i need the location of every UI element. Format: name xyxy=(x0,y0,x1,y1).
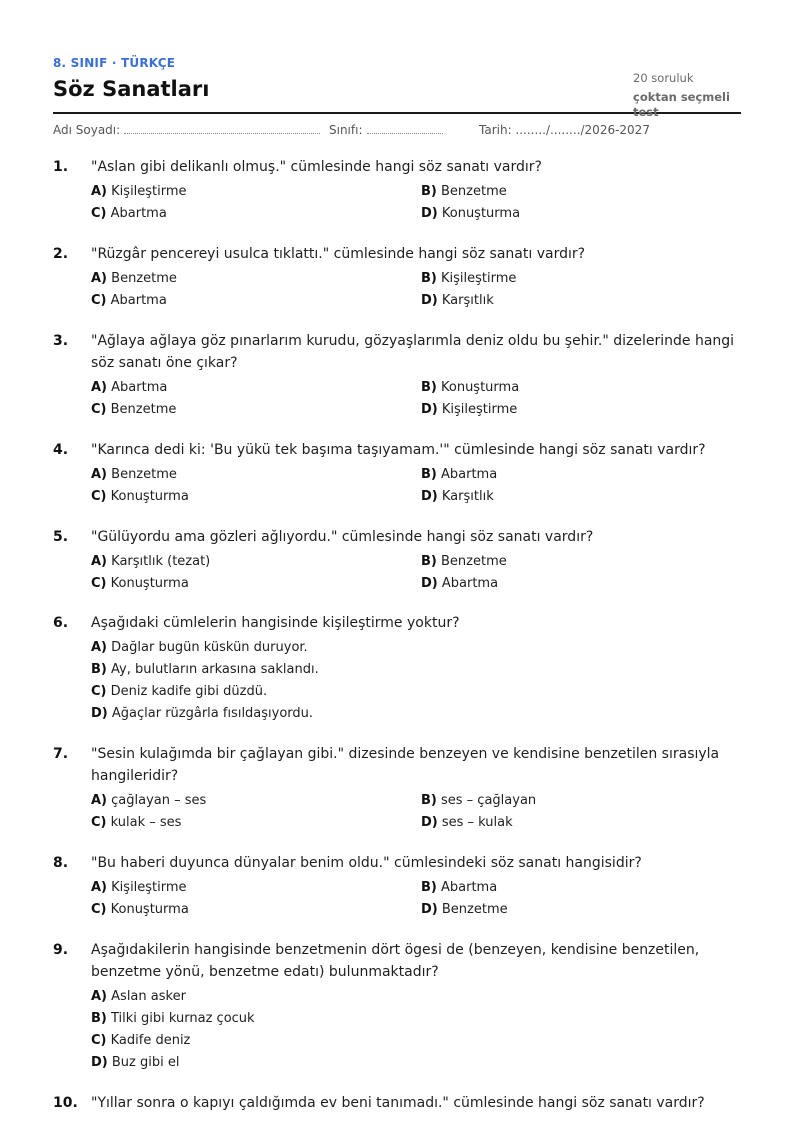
options xyxy=(91,464,741,508)
option-b[interactable]: B) ses – çağlayan xyxy=(421,793,537,808)
option-c[interactable]: C) Kadife deniz xyxy=(91,1033,191,1048)
options xyxy=(91,268,741,312)
question-1 xyxy=(53,156,741,225)
name-field xyxy=(53,123,320,137)
option-a[interactable]: A) Benzetme xyxy=(91,271,177,286)
question-text: "Rüzgâr pencereyi usulca tıklattı." cümlesinde hangi söz sanatı vardır? xyxy=(91,246,586,262)
question-4 xyxy=(53,439,741,508)
question-number: 1. xyxy=(53,159,69,175)
question-number: 4. xyxy=(53,442,69,458)
option-c[interactable]: C) Benzetme xyxy=(91,402,177,417)
question-text: "Aslan gibi delikanlı olmuş." cümlesinde hangi söz sanatı vardır? xyxy=(91,159,542,175)
question-number: 7. xyxy=(53,746,69,762)
option-d[interactable]: D) Karşıtlık xyxy=(421,293,494,308)
option-d[interactable]: D) Ağaçlar rüzgârla fısıldaşıyordu. xyxy=(91,706,314,721)
worksheet-header xyxy=(53,0,741,119)
option-d[interactable]: D) Buz gibi el xyxy=(91,1055,180,1070)
option-c[interactable]: C) Konuşturma xyxy=(91,576,189,591)
name-blank xyxy=(124,123,320,134)
question-8 xyxy=(53,852,741,921)
student-info-row xyxy=(53,123,741,143)
test-type: çoktan seçmeli test xyxy=(633,90,730,119)
options xyxy=(91,377,741,421)
option-b[interactable]: B) Abartma xyxy=(421,880,498,895)
option-d[interactable]: D) Benzetme xyxy=(421,902,508,917)
options xyxy=(91,790,741,834)
option-a[interactable]: A) Kişileştirme xyxy=(91,184,187,199)
option-a[interactable]: A) Aslan asker xyxy=(91,989,186,1004)
date-label: Tarih: ......../......../2026-2027 xyxy=(479,123,650,137)
question-2 xyxy=(53,243,741,312)
question-text: "Gülüyordu ama gözleri ağlıyordu." cümlesinde hangi söz sanatı vardır? xyxy=(91,529,594,545)
question-number: 9. xyxy=(53,942,69,958)
option-a[interactable]: A) Karşıtlık (tezat) xyxy=(91,554,211,569)
option-a[interactable]: A) Benzetme xyxy=(91,467,177,482)
option-d[interactable]: D) Konuşturma xyxy=(421,206,521,221)
option-d[interactable]: D) Abartma xyxy=(421,576,499,591)
option-b[interactable]: B) Ay, bulutların arkasına saklandı. xyxy=(91,662,319,677)
options xyxy=(91,551,741,595)
question-7 xyxy=(53,743,741,834)
option-c[interactable]: C) Abartma xyxy=(91,293,167,308)
option-b[interactable]: B) Benzetme xyxy=(421,184,507,199)
question-3 xyxy=(53,330,741,421)
question-6 xyxy=(53,612,741,725)
option-b[interactable]: B) Benzetme xyxy=(421,554,507,569)
option-c[interactable]: C) Konuşturma xyxy=(91,489,189,504)
question-text: "Sesin kulağımda bir çağlayan gibi." dizesinde benzeyen ve kendisine benzetilen sırasıyla hangileridir? xyxy=(91,746,720,784)
question-number: 5. xyxy=(53,529,69,545)
option-d[interactable]: D) Karşıtlık xyxy=(421,489,494,504)
option-a[interactable]: A) Dağlar bugün küskün duruyor. xyxy=(91,640,308,655)
question-number: 6. xyxy=(53,615,69,631)
question-text: Aşağıdaki cümlelerin hangisinde kişileştirme yoktur? xyxy=(91,615,460,631)
date-field xyxy=(479,123,650,137)
class-label: Sınıfı: xyxy=(329,123,363,137)
question-text: "Yıllar sonra o kapıyı çaldığımda ev beni tanımadı." cümlesinde hangi söz sanatı vardır? xyxy=(91,1095,705,1111)
question-number: 8. xyxy=(53,855,69,871)
question-text: "Ağlaya ağlaya göz pınarlarım kurudu, gözyaşlarımla deniz oldu bu şehir." dizelerinde hangi söz sanatı öne çıkar? xyxy=(91,333,735,371)
class-field xyxy=(329,123,443,137)
option-b[interactable]: B) Abartma xyxy=(421,467,498,482)
option-d[interactable]: D) ses – kulak xyxy=(421,815,513,830)
question-10 xyxy=(53,1092,741,1114)
option-c[interactable]: C) Deniz kadife gibi düzdü. xyxy=(91,684,268,699)
question-number: 3. xyxy=(53,333,69,349)
option-c[interactable]: C) Abartma xyxy=(91,206,167,221)
option-b[interactable]: B) Tilki gibi kurnaz çocuk xyxy=(91,1011,255,1026)
test-meta xyxy=(633,71,741,120)
question-number: 10. xyxy=(53,1095,78,1111)
option-a[interactable]: A) Kişileştirme xyxy=(91,880,187,895)
question-text: "Bu haberi duyunca dünyalar benim oldu." cümlesindeki söz sanatı hangisidir? xyxy=(91,855,642,871)
option-b[interactable]: B) Konuşturma xyxy=(421,380,520,395)
option-b[interactable]: B) Kişileştirme xyxy=(421,271,517,286)
question-text: Aşağıdakilerin hangisinde benzetmenin dört ögesi de (benzeyen, kendisine benzetilen, benzetme yönü, benzetme edatı) bulunmaktadır? xyxy=(91,942,700,980)
grade-subject-label: 8. SINIF · TÜRKÇE xyxy=(53,56,176,70)
name-label: Adı Soyadı: xyxy=(53,123,121,137)
option-d[interactable]: D) Kişileştirme xyxy=(421,402,518,417)
question-text: "Karınca dedi ki: 'Bu yükü tek başıma taşıyamam.'" cümlesinde hangi söz sanatı vardır? xyxy=(91,442,706,458)
option-a[interactable]: A) Abartma xyxy=(91,380,168,395)
options xyxy=(91,877,741,921)
question-9 xyxy=(53,939,741,1074)
option-c[interactable]: C) Konuşturma xyxy=(91,902,189,917)
options xyxy=(91,637,741,725)
question-number: 2. xyxy=(53,246,69,262)
options xyxy=(91,986,741,1074)
option-c[interactable]: C) kulak – ses xyxy=(91,815,182,830)
option-a[interactable]: A) çağlayan – ses xyxy=(91,793,207,808)
page-title: Söz Sanatları xyxy=(53,77,210,101)
question-count: 20 soruluk xyxy=(633,71,694,85)
question-5 xyxy=(53,526,741,595)
options xyxy=(91,181,741,225)
class-blank xyxy=(367,123,443,134)
